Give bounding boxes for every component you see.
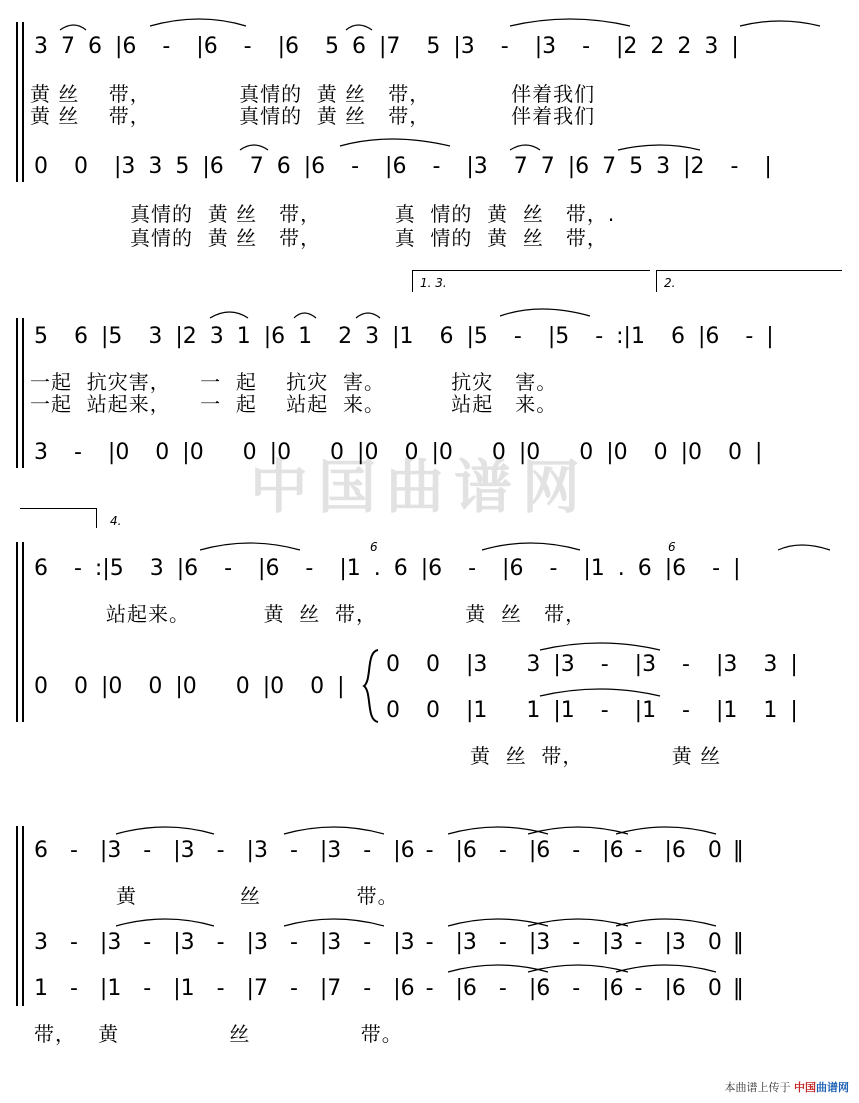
grace-note-2: 6 bbox=[668, 540, 676, 554]
system1-lyric-4: 真情的 黄 丝 带， 真 情的 黄 丝 带， bbox=[130, 226, 608, 250]
watermark-title: 中国曲谱网 bbox=[250, 453, 591, 521]
system1-lower-staff: 0 0 |3 3 5 |6 7 6 |6 - |6 - |3 7 7 |6 7 5 3 |2 - | bbox=[34, 154, 772, 179]
system4-lyric-1: 黄 丝 带。 bbox=[116, 884, 399, 908]
system2-lower-staff: 3 - |0 0 |0 0 |0 0 |0 0 |0 0 |0 0 |0 0 |0 0 | bbox=[34, 440, 763, 465]
volta-1-label: 1. 3. bbox=[420, 276, 447, 290]
system1-upper-staff: 3 7 6 |6 - |6 - |6 5 6 |7 5 |3 - |3 - |2 2 2 3 | bbox=[34, 34, 739, 59]
system4-mid-staff: 3 - |3 - |3 - |3 - |3 - |3 - |3 - |3 - |3 - |3 0 ‖ bbox=[34, 930, 744, 955]
system4-lyric-2: 带， 黄 丝 带。 bbox=[34, 1022, 403, 1046]
volta-4-label: 4. bbox=[110, 514, 122, 528]
system4-lower-staff: 1 - |1 - |1 - |7 - |7 - |6 - |6 - |6 - |6 - |6 0 ‖ bbox=[34, 976, 744, 1001]
system2-lyric-1: 一起 抗灾害， 一 起 抗灾 害。 抗灾 害。 bbox=[30, 370, 558, 394]
site-logo-part-a[interactable]: 中国 bbox=[794, 1081, 816, 1094]
system2-lyric-2: 一起 站起来， 一 起 站起 来。 站起 来。 bbox=[30, 392, 558, 416]
system3-lower-left-staff: 0 0 |0 0 |0 0 |0 0 | bbox=[34, 674, 345, 699]
system3-part-a-staff: 0 0 |3 3 |3 - |3 - |3 3 | bbox=[386, 652, 798, 677]
volta-2-label: 2. bbox=[664, 276, 676, 290]
site-logo-part-b[interactable]: 曲谱网 bbox=[816, 1081, 849, 1094]
upload-credit-text: 本曲谱上传于 bbox=[724, 1081, 791, 1094]
system3-lyric-2: 黄 丝 带， 黄 丝 bbox=[470, 744, 722, 768]
grace-note-1: 6 bbox=[370, 540, 378, 554]
system1-lyric-1: 黄 丝 带， 真情的 黄 丝 带， 伴着我们 bbox=[30, 82, 596, 106]
upload-credit bbox=[725, 1079, 850, 1095]
system2-upper-staff: 5 6 |5 3 |2 3 1 |6 1 2 3 |1 6 |5 - |5 - :|1 6 |6 - | bbox=[34, 324, 774, 349]
system3-lyric-1: 站起来。 黄 丝 带， 黄 丝 带， bbox=[106, 602, 587, 626]
system1-lyric-2: 黄 丝 带， 真情的 黄 丝 带， 伴着我们 bbox=[30, 104, 596, 128]
system3-part-b-staff: 0 0 |1 1 |1 - |1 - |1 1 | bbox=[386, 698, 798, 723]
system4-upper-staff: 6 - |3 - |3 - |3 - |3 - |6 - |6 - |6 - |6 - |6 0 ‖ bbox=[34, 838, 744, 863]
system3-upper-staff: 6 - :|5 3 |6 - |6 - |1 . 6 |6 - |6 - |1 . 6 |6 - | bbox=[34, 556, 741, 581]
system1-lyric-3: 真情的 黄 丝 带， 真 情的 黄 丝 带，. bbox=[130, 202, 616, 226]
